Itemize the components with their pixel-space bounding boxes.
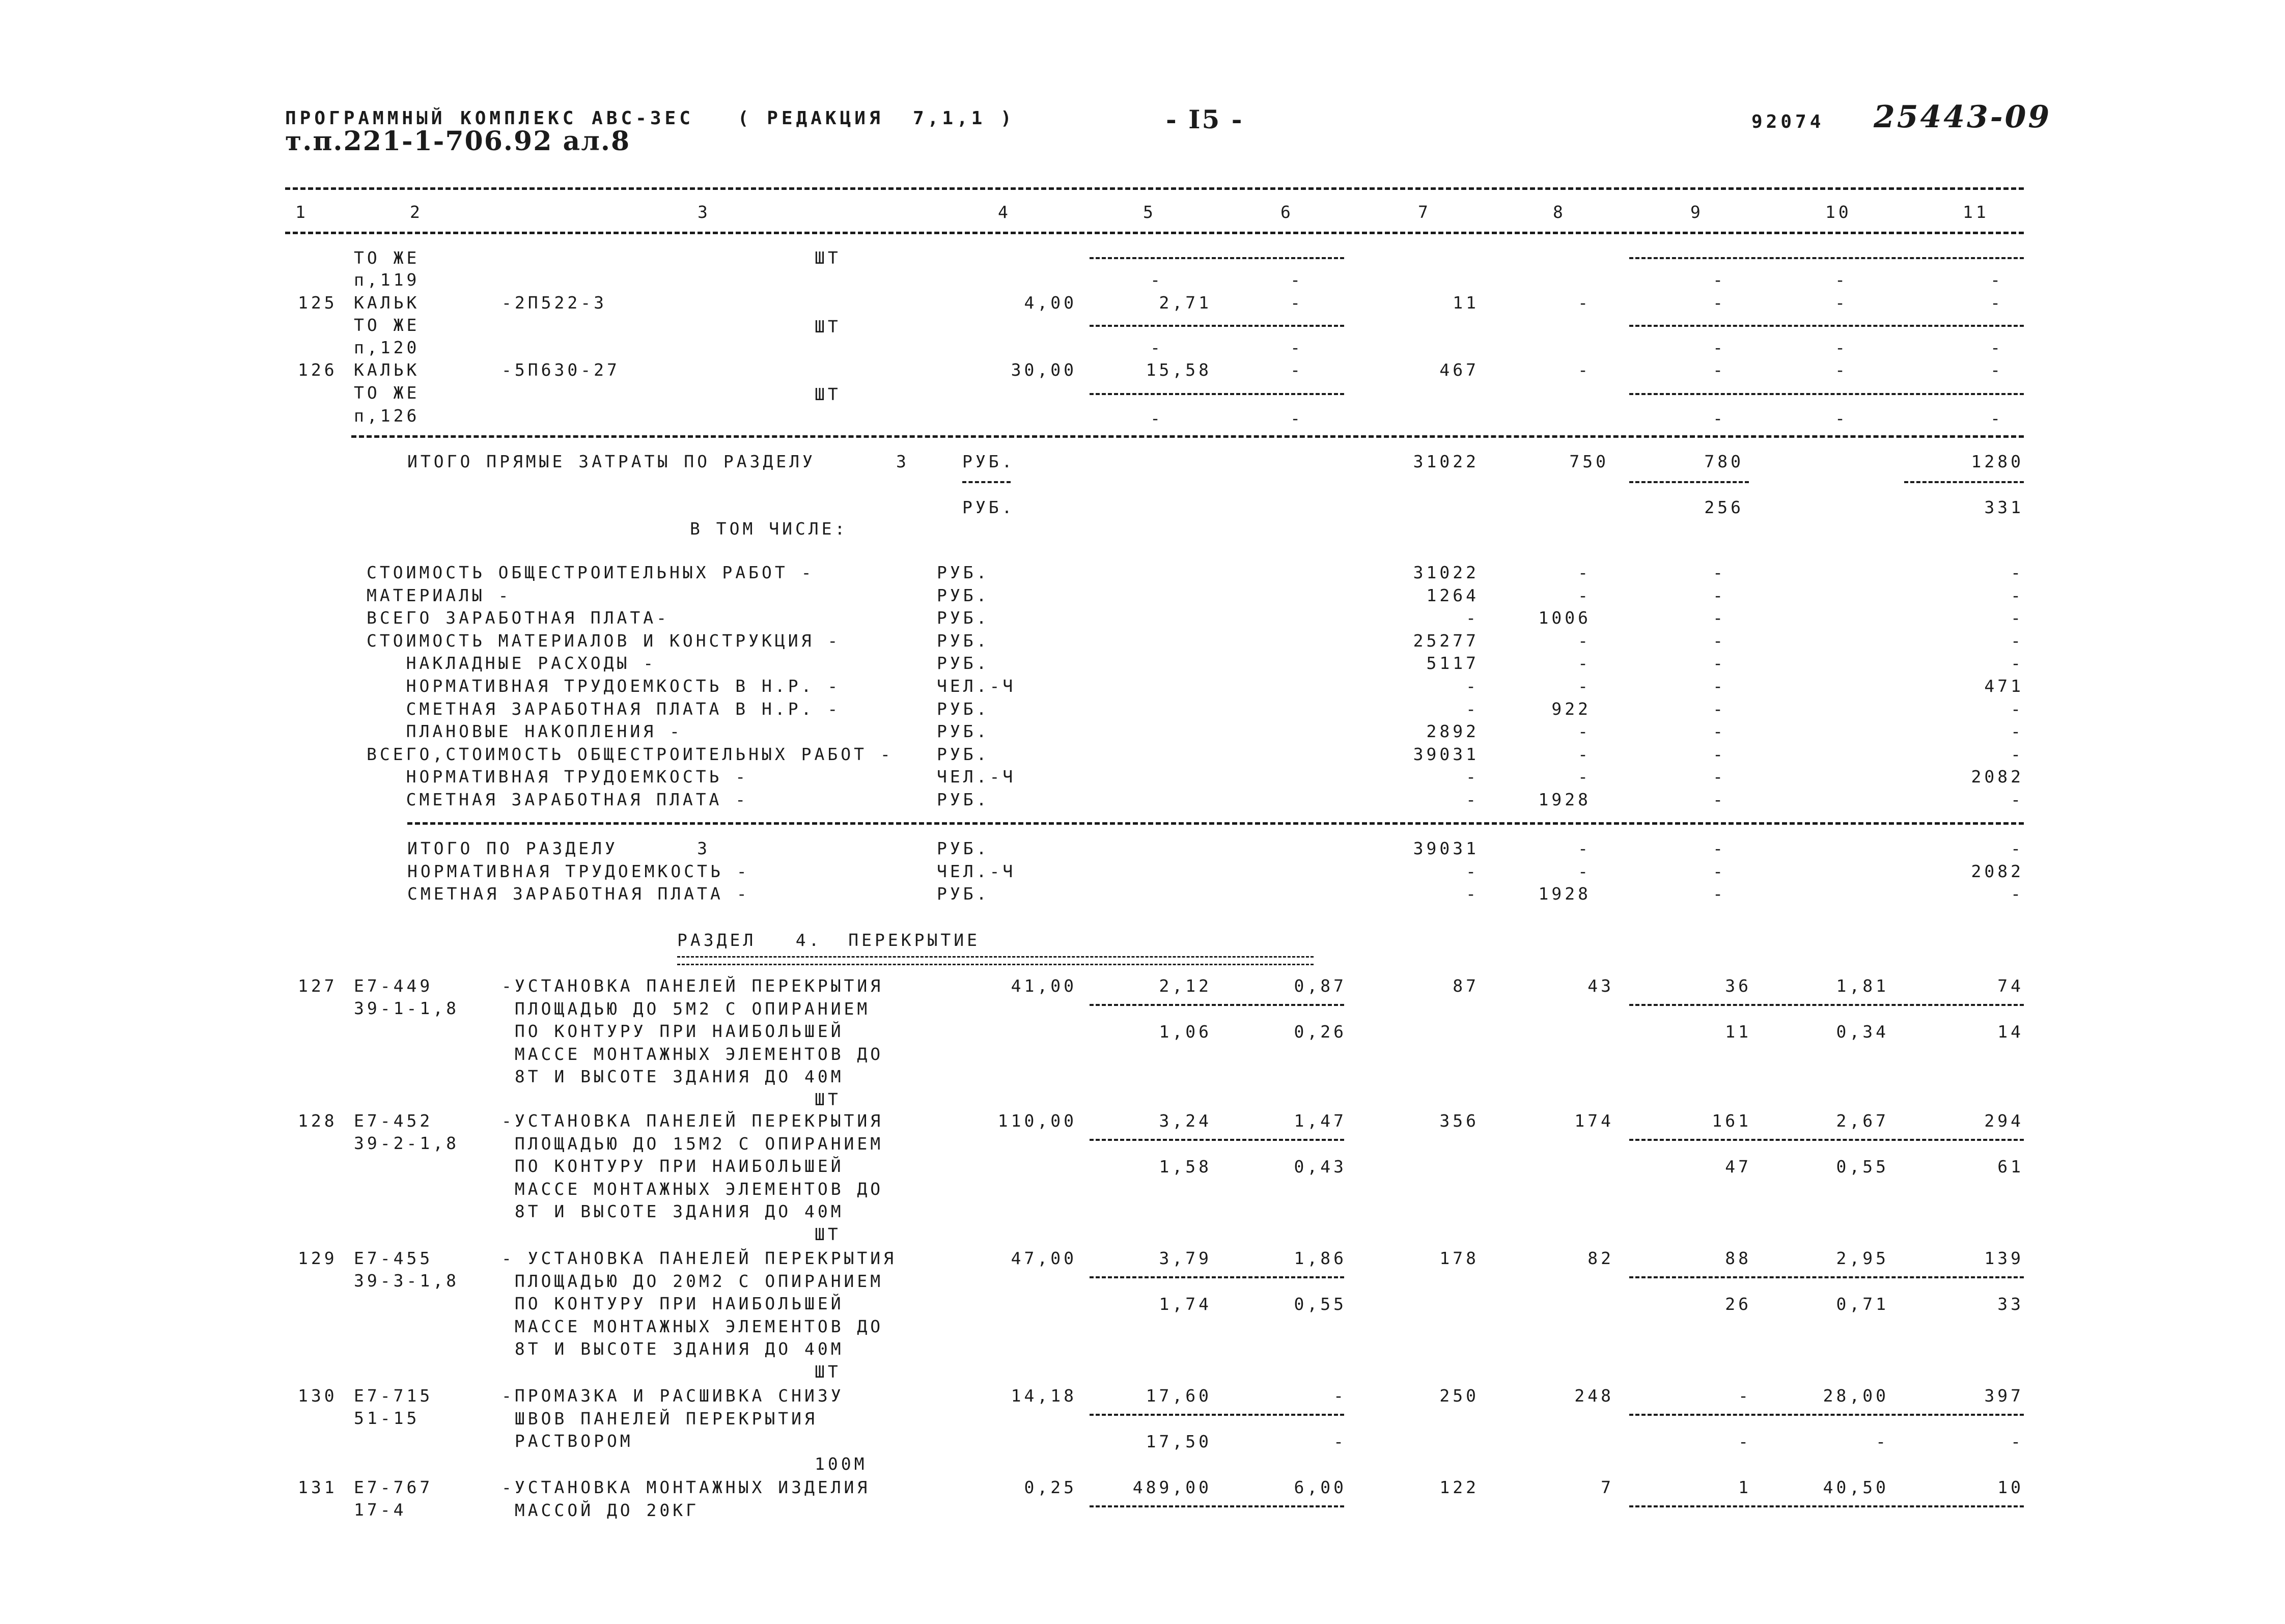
item-unit: 100М: [815, 1453, 868, 1474]
cell: -: [2011, 608, 2024, 628]
row-code: -2П522-3: [501, 293, 607, 313]
item-code2: 51-15: [354, 1408, 420, 1428]
cell: 1,74: [1159, 1294, 1212, 1314]
cell: 1: [1738, 1477, 1751, 1497]
item-code2: 39-2-1,8: [354, 1133, 459, 1153]
section-total-unit: РУБ.: [937, 838, 990, 858]
document-code: 92074: [1751, 111, 1825, 132]
cell: -: [1578, 360, 1591, 380]
row-rule: [1629, 1505, 2024, 1507]
cell: 39031: [1413, 744, 1479, 764]
cell: -: [1333, 1432, 1347, 1451]
cell: -: [1578, 721, 1591, 742]
cell: 256: [1704, 497, 1744, 517]
cell: -: [1578, 744, 1591, 764]
cell: 2,12: [1159, 976, 1212, 996]
cell: 248: [1574, 1386, 1614, 1406]
cell: -: [2011, 630, 2024, 651]
item-description: ПО КОНТУРУ ПРИ НАИБОЛЬШЕЙ: [501, 1156, 844, 1177]
cell: 2,95: [1836, 1248, 1889, 1268]
row-rule: [1629, 1139, 2024, 1141]
cell: 40,50: [1823, 1477, 1889, 1497]
cell: -: [1835, 360, 1848, 380]
cell: 41,00: [1011, 976, 1077, 996]
cell: -: [1578, 838, 1591, 858]
item-number: 129: [298, 1248, 338, 1268]
cell: 82: [1587, 1248, 1614, 1268]
col-1: 1: [295, 202, 309, 222]
row-text: КАЛЬК: [354, 360, 420, 380]
section-rule: [351, 435, 2024, 438]
row-number: 126: [298, 360, 338, 380]
item-description: МАССЕ МОНТАЖНЫХ ЭЛЕМЕНТОВ ДО: [501, 1044, 884, 1064]
section-total-unit: ЧЕЛ.-Ч: [937, 861, 1016, 881]
cell: 110,00: [997, 1111, 1077, 1131]
breakdown-unit: РУБ.: [937, 608, 990, 628]
cell: 250: [1439, 1386, 1479, 1406]
cell: 1264: [1426, 585, 1479, 605]
cell: -: [2011, 721, 2024, 742]
breakdown-label: ПЛАНОВЫЕ НАКОПЛЕНИЯ -: [367, 721, 683, 742]
cell: 1928: [1538, 790, 1591, 809]
row-number: 125: [298, 293, 338, 313]
item-description: ПЛОЩАДЬЮ ДО 20М2 С ОПИРАНИЕМ: [501, 1271, 884, 1291]
row-rule: [1904, 481, 2024, 483]
cell: 2082: [1971, 767, 2024, 787]
col-9: 9: [1690, 202, 1704, 222]
row-rule: [1629, 1276, 2024, 1278]
cell: 1280: [1971, 452, 2024, 471]
row-rule: [1629, 393, 2024, 395]
cell: 30,00: [1011, 360, 1077, 380]
cell: -: [2011, 884, 2024, 904]
cell: 43: [1587, 976, 1614, 996]
item-description: -УСТАНОВКА ПАНЕЛЕЙ ПЕРЕКРЫТИЯ: [501, 976, 884, 996]
row-rule: [1090, 1276, 1344, 1278]
breakdown-label: СТОИМОСТЬ ОБЩЕСТРОИТЕЛЬНЫХ РАБОТ -: [367, 563, 815, 582]
cell: -: [1578, 585, 1591, 605]
cell: 0,55: [1294, 1294, 1347, 1314]
col-8: 8: [1553, 202, 1566, 222]
cell: 88: [1725, 1248, 1751, 1268]
cell: 1928: [1538, 884, 1591, 904]
breakdown-label: НАКЛАДНЫЕ РАСХОДЫ -: [367, 653, 657, 674]
item-code: Е7-452: [354, 1111, 433, 1131]
total-direct-unit: РУБ.: [962, 452, 1015, 471]
breakdown-unit: РУБ.: [937, 585, 990, 605]
cell: -: [1713, 744, 1726, 764]
cell: 7: [1601, 1477, 1614, 1497]
breakdown-unit: РУБ.: [937, 698, 990, 719]
cell: -: [1713, 676, 1726, 696]
cell: -: [2011, 838, 2024, 858]
breakdown-unit: РУБ.: [937, 563, 990, 582]
cell: -: [2011, 653, 2024, 674]
cell: -: [1713, 861, 1726, 881]
breakdown-unit: ЧЕЛ.-Ч: [937, 676, 1016, 696]
row-rule: [1090, 393, 1344, 395]
cell: 0,34: [1836, 1022, 1889, 1042]
cell: -: [1466, 698, 1479, 719]
program-header: ПРОГРАММНЫЙ КОМПЛЕКС АВС-3ЕС ( РЕДАКЦИЯ 7,1,1 ): [285, 108, 1015, 129]
row-rule: [1629, 481, 1749, 483]
cell: 331: [1984, 497, 2024, 517]
cell: -: [1713, 721, 1726, 742]
section-total-label: НОРМАТИВНАЯ ТРУДОЕМКОСТЬ -: [407, 861, 750, 881]
row-rule: [1629, 1414, 2024, 1416]
item-description: РАСТВОРОМ: [501, 1431, 633, 1451]
row-text: п,120: [354, 338, 420, 357]
row-rule: [1090, 1139, 1344, 1141]
cell: -: [1333, 1386, 1347, 1406]
row-text: ТО ЖЕ: [354, 383, 420, 403]
cell: -: [1835, 338, 1848, 357]
col-10: 10: [1825, 202, 1852, 222]
cell: 1,47: [1294, 1111, 1347, 1131]
item-description: 8Т И ВЫСОТЕ ЗДАНИЯ ДО 40М: [501, 1201, 844, 1222]
breakdown-label: СТОИМОСТЬ МАТЕРИАЛОВ И КОНСТРУКЦИЯ -: [367, 630, 841, 651]
cell: 5117: [1426, 653, 1479, 674]
row-rule: [1090, 1505, 1344, 1507]
cell: -: [2011, 744, 2024, 764]
cell: -: [1713, 338, 1726, 357]
row-unit: ШТ: [815, 248, 841, 268]
cell: -: [1466, 884, 1479, 904]
row-rule: [1090, 1004, 1344, 1006]
cell: 750: [1569, 452, 1609, 471]
handwritten-number: 25443-09: [1874, 99, 2052, 135]
cell: -: [1466, 608, 1479, 628]
cell: 471: [1984, 676, 2024, 696]
row-text: ТО ЖЕ: [354, 315, 420, 335]
cell: -: [1713, 767, 1726, 787]
cell: -: [1578, 767, 1591, 787]
row-unit: ШТ: [815, 384, 841, 404]
cell: 489,00: [1132, 1477, 1212, 1497]
total-direct-unit2: РУБ.: [962, 497, 1015, 517]
cell: 0,71: [1836, 1294, 1889, 1314]
cell: 0,43: [1294, 1157, 1347, 1177]
item-description: -УСТАНОВКА ПАНЕЛЕЙ ПЕРЕКРЫТИЯ: [501, 1111, 884, 1131]
breakdown-label: ВСЕГО,СТОИМОСТЬ ОБЩЕСТРОИТЕЛЬНЫХ РАБОТ -: [367, 744, 894, 764]
breakdown-label: НОРМАТИВНАЯ ТРУДОЕМКОСТЬ В Н.Р. -: [367, 676, 841, 696]
cell: -: [1578, 293, 1591, 313]
page-number: - I5 -: [1166, 104, 1244, 134]
cell: 1006: [1538, 608, 1591, 628]
item-code: Е7-767: [354, 1477, 433, 1497]
cell: 33: [1997, 1294, 2024, 1314]
cell: -: [1713, 884, 1726, 904]
cell: 6,00: [1294, 1477, 1347, 1497]
col-2: 2: [410, 202, 423, 222]
item-description: ПЛОЩАДЬЮ ДО 15М2 С ОПИРАНИЕМ: [501, 1133, 884, 1154]
breakdown-unit: ЧЕЛ.-Ч: [937, 767, 1016, 787]
item-code: Е7-455: [354, 1248, 433, 1268]
cell: 74: [1997, 976, 2024, 996]
item-code2: 39-1-1,8: [354, 998, 459, 1018]
cell: -: [1835, 408, 1848, 428]
cell: -: [1290, 360, 1303, 380]
header-bottom-rule: [285, 232, 2024, 234]
row-rule: [1629, 1004, 2024, 1006]
cell: -: [1713, 270, 1726, 290]
cell: -: [1466, 676, 1479, 696]
item-number: 131: [298, 1477, 338, 1497]
breakdown-unit: РУБ.: [937, 790, 990, 809]
cell: -: [1713, 608, 1726, 628]
section-title: РАЗДЕЛ 4. ПЕРЕКРЫТИЕ: [677, 930, 980, 950]
cell: 11: [1725, 1022, 1751, 1042]
cell: -: [1713, 563, 1726, 582]
breakdown-unit: РУБ.: [937, 630, 990, 651]
breakdown-unit: РУБ.: [937, 721, 990, 742]
item-unit: ШТ: [815, 1224, 841, 1244]
cell: 17,50: [1146, 1432, 1212, 1451]
cell: 1,06: [1159, 1022, 1212, 1042]
cell: -: [1290, 270, 1303, 290]
item-description: 8Т И ВЫСОТЕ ЗДАНИЯ ДО 40М: [501, 1067, 844, 1087]
breakdown-unit: РУБ.: [937, 744, 990, 764]
cell: -: [1835, 270, 1848, 290]
table-top-rule: [285, 187, 2024, 190]
row-unit: ШТ: [815, 317, 841, 337]
row-rule: [962, 481, 1011, 483]
item-number: 130: [298, 1386, 338, 1406]
cell: 1,81: [1836, 976, 1889, 996]
item-code: Е7-449: [354, 976, 433, 996]
item-description: ПО КОНТУРУ ПРИ НАИБОЛЬШЕЙ: [501, 1021, 844, 1042]
row-rule: [1090, 257, 1344, 259]
col-4: 4: [998, 202, 1011, 222]
row-rule: [1629, 257, 2024, 259]
cell: -: [1713, 360, 1726, 380]
breakdown-label: МАТЕРИАЛЫ -: [367, 585, 512, 605]
cell: -: [1150, 270, 1163, 290]
cell: 356: [1439, 1111, 1479, 1131]
cell: -: [1578, 630, 1591, 651]
cell: -: [1466, 767, 1479, 787]
row-text: п,126: [354, 406, 420, 426]
cell: -: [2011, 790, 2024, 809]
cell: 139: [1984, 1248, 2024, 1268]
cell: -: [1990, 293, 2003, 313]
cell: -: [2011, 1432, 2024, 1451]
cell: 397: [1984, 1386, 2024, 1406]
breakdown-label: СМЕТНАЯ ЗАРАБОТНАЯ ПЛАТА -: [367, 790, 749, 809]
row-rule: [1629, 325, 2024, 327]
item-code: Е7-715: [354, 1386, 433, 1406]
cell: -: [1578, 861, 1591, 881]
total-direct-label: ИТОГО ПРЯМЫЕ ЗАТРАТЫ ПО РАЗДЕЛУ: [407, 452, 816, 471]
cell: 87: [1453, 976, 1479, 996]
col-3: 3: [698, 202, 711, 222]
item-description: -УСТАНОВКА МОНТАЖНЫХ ИЗДЕЛИЯ: [501, 1477, 871, 1497]
cell: 28,00: [1823, 1386, 1889, 1406]
cell: -: [1713, 698, 1726, 719]
cell: 47: [1725, 1157, 1751, 1177]
cell: 39031: [1413, 838, 1479, 858]
cell: 3,24: [1159, 1111, 1212, 1131]
including-label: В ТОМ ЧИСЛЕ:: [690, 519, 848, 539]
cell: 31022: [1413, 452, 1479, 471]
col-7: 7: [1418, 202, 1431, 222]
cell: -: [1876, 1432, 1889, 1451]
cell: -: [1738, 1432, 1751, 1451]
cell: 17,60: [1146, 1386, 1212, 1406]
item-description: МАССЕ МОНТАЖНЫХ ЭЛЕМЕНТОВ ДО: [501, 1179, 884, 1199]
cell: 3,79: [1159, 1248, 1212, 1268]
cell: 2892: [1426, 721, 1479, 742]
item-number: 127: [298, 976, 338, 996]
cell: -: [1713, 293, 1726, 313]
cell: -: [1578, 653, 1591, 674]
item-description: МАССОЙ ДО 20КГ: [501, 1500, 700, 1520]
cell: 1,58: [1159, 1157, 1212, 1177]
total-direct-section: 3: [896, 452, 909, 471]
row-code: -5П630-27: [501, 360, 620, 380]
cell: -: [1466, 790, 1479, 809]
cell: 780: [1704, 452, 1744, 471]
cell: -: [1990, 360, 2003, 380]
breakdown-unit: РУБ.: [937, 653, 990, 674]
cell: 47,00: [1011, 1248, 1077, 1268]
cell: 0,25: [1024, 1477, 1077, 1497]
cell: 14,18: [1011, 1386, 1077, 1406]
item-number: 128: [298, 1111, 338, 1131]
cell: -: [1713, 790, 1726, 809]
cell: -: [1990, 270, 2003, 290]
section-total-label: СМЕТНАЯ ЗАРАБОТНАЯ ПЛАТА -: [407, 884, 750, 904]
cell: -: [1150, 408, 1163, 428]
cell: -: [2011, 698, 2024, 719]
item-description: -ПРОМАЗКА И РАСШИВКА СНИЗУ: [501, 1386, 844, 1406]
cell: 0,55: [1836, 1157, 1889, 1177]
cell: 1,86: [1294, 1248, 1347, 1268]
row-text: КАЛЬК: [354, 293, 420, 313]
row-text: ТО ЖЕ: [354, 248, 420, 268]
breakdown-label: ВСЕГО ЗАРАБОТНАЯ ПЛАТА-: [367, 608, 670, 628]
col-6: 6: [1280, 202, 1294, 222]
cell: -: [1290, 338, 1303, 357]
cell: 0,87: [1294, 976, 1347, 996]
item-code2: 39-3-1,8: [354, 1271, 459, 1291]
cell: -: [1713, 585, 1726, 605]
cell: -: [1713, 653, 1726, 674]
cell: -: [1290, 293, 1303, 313]
item-description: - УСТАНОВКА ПАНЕЛЕЙ ПЕРЕКРЫТИЯ: [501, 1248, 897, 1268]
cell: 2082: [1971, 861, 2024, 881]
cell: 2,71: [1159, 293, 1212, 313]
cell: -: [1290, 408, 1303, 428]
breakdown-label: НОРМАТИВНАЯ ТРУДОЕМКОСТЬ -: [367, 767, 749, 787]
row-rule: [1090, 325, 1344, 327]
project-code: т.п.221-1-706.92 ал.8: [285, 126, 631, 157]
item-description: ШВОВ ПАНЕЛЕЙ ПЕРЕКРЫТИЯ: [501, 1408, 818, 1429]
cell: -: [1835, 293, 1848, 313]
cell: 2,67: [1836, 1111, 1889, 1131]
cell: 10: [1997, 1477, 2024, 1497]
cell: 26: [1725, 1294, 1751, 1314]
item-description: 8Т И ВЫСОТЕ ЗДАНИЯ ДО 40М: [501, 1339, 844, 1359]
cell: 14: [1997, 1022, 2024, 1042]
cell: -: [1578, 676, 1591, 696]
cell: 467: [1439, 360, 1479, 380]
cell: -: [1466, 861, 1479, 881]
cell: -: [1738, 1386, 1751, 1406]
cell: 61: [1997, 1157, 2024, 1177]
col-11: 11: [1963, 202, 1989, 222]
cell: -: [1990, 408, 2003, 428]
item-unit: ШТ: [815, 1089, 841, 1109]
cell: -: [1713, 838, 1726, 858]
cell: 4,00: [1024, 293, 1077, 313]
col-5: 5: [1143, 202, 1156, 222]
cell: -: [1713, 408, 1726, 428]
cell: 161: [1712, 1111, 1751, 1131]
cell: 25277: [1413, 630, 1479, 651]
breakdown-label: СМЕТНАЯ ЗАРАБОТНАЯ ПЛАТА В Н.Р. -: [367, 698, 841, 719]
cell: 15,58: [1146, 360, 1212, 380]
item-code2: 17-4: [354, 1500, 407, 1520]
cell: -: [1713, 630, 1726, 651]
section-total-unit: РУБ.: [937, 884, 990, 904]
cell: -: [2011, 563, 2024, 582]
cell: -: [1150, 338, 1163, 357]
cell: 294: [1984, 1111, 2024, 1131]
cell: 122: [1439, 1477, 1479, 1497]
section-rule: [407, 822, 2024, 825]
cell: -: [2011, 585, 2024, 605]
cell: -: [1578, 563, 1591, 582]
cell: 11: [1453, 293, 1479, 313]
cell: 922: [1551, 698, 1591, 719]
section-title-underline: [677, 956, 1314, 965]
section-total-label: ИТОГО ПО РАЗДЕЛУ 3: [407, 838, 710, 858]
item-description: ПО КОНТУРУ ПРИ НАИБОЛЬШЕЙ: [501, 1294, 844, 1314]
item-description: ПЛОЩАДЬЮ ДО 5М2 С ОПИРАНИЕМ: [501, 998, 871, 1019]
row-text: п,119: [354, 270, 420, 290]
row-rule: [1090, 1414, 1344, 1416]
item-unit: ШТ: [815, 1362, 841, 1382]
item-description: МАССЕ МОНТАЖНЫХ ЭЛЕМЕНТОВ ДО: [501, 1316, 884, 1336]
cell: 174: [1574, 1111, 1614, 1131]
cell: 178: [1439, 1248, 1479, 1268]
cell: 31022: [1413, 563, 1479, 582]
cell: 0,26: [1294, 1022, 1347, 1042]
cell: 36: [1725, 976, 1751, 996]
cell: -: [1990, 338, 2003, 357]
